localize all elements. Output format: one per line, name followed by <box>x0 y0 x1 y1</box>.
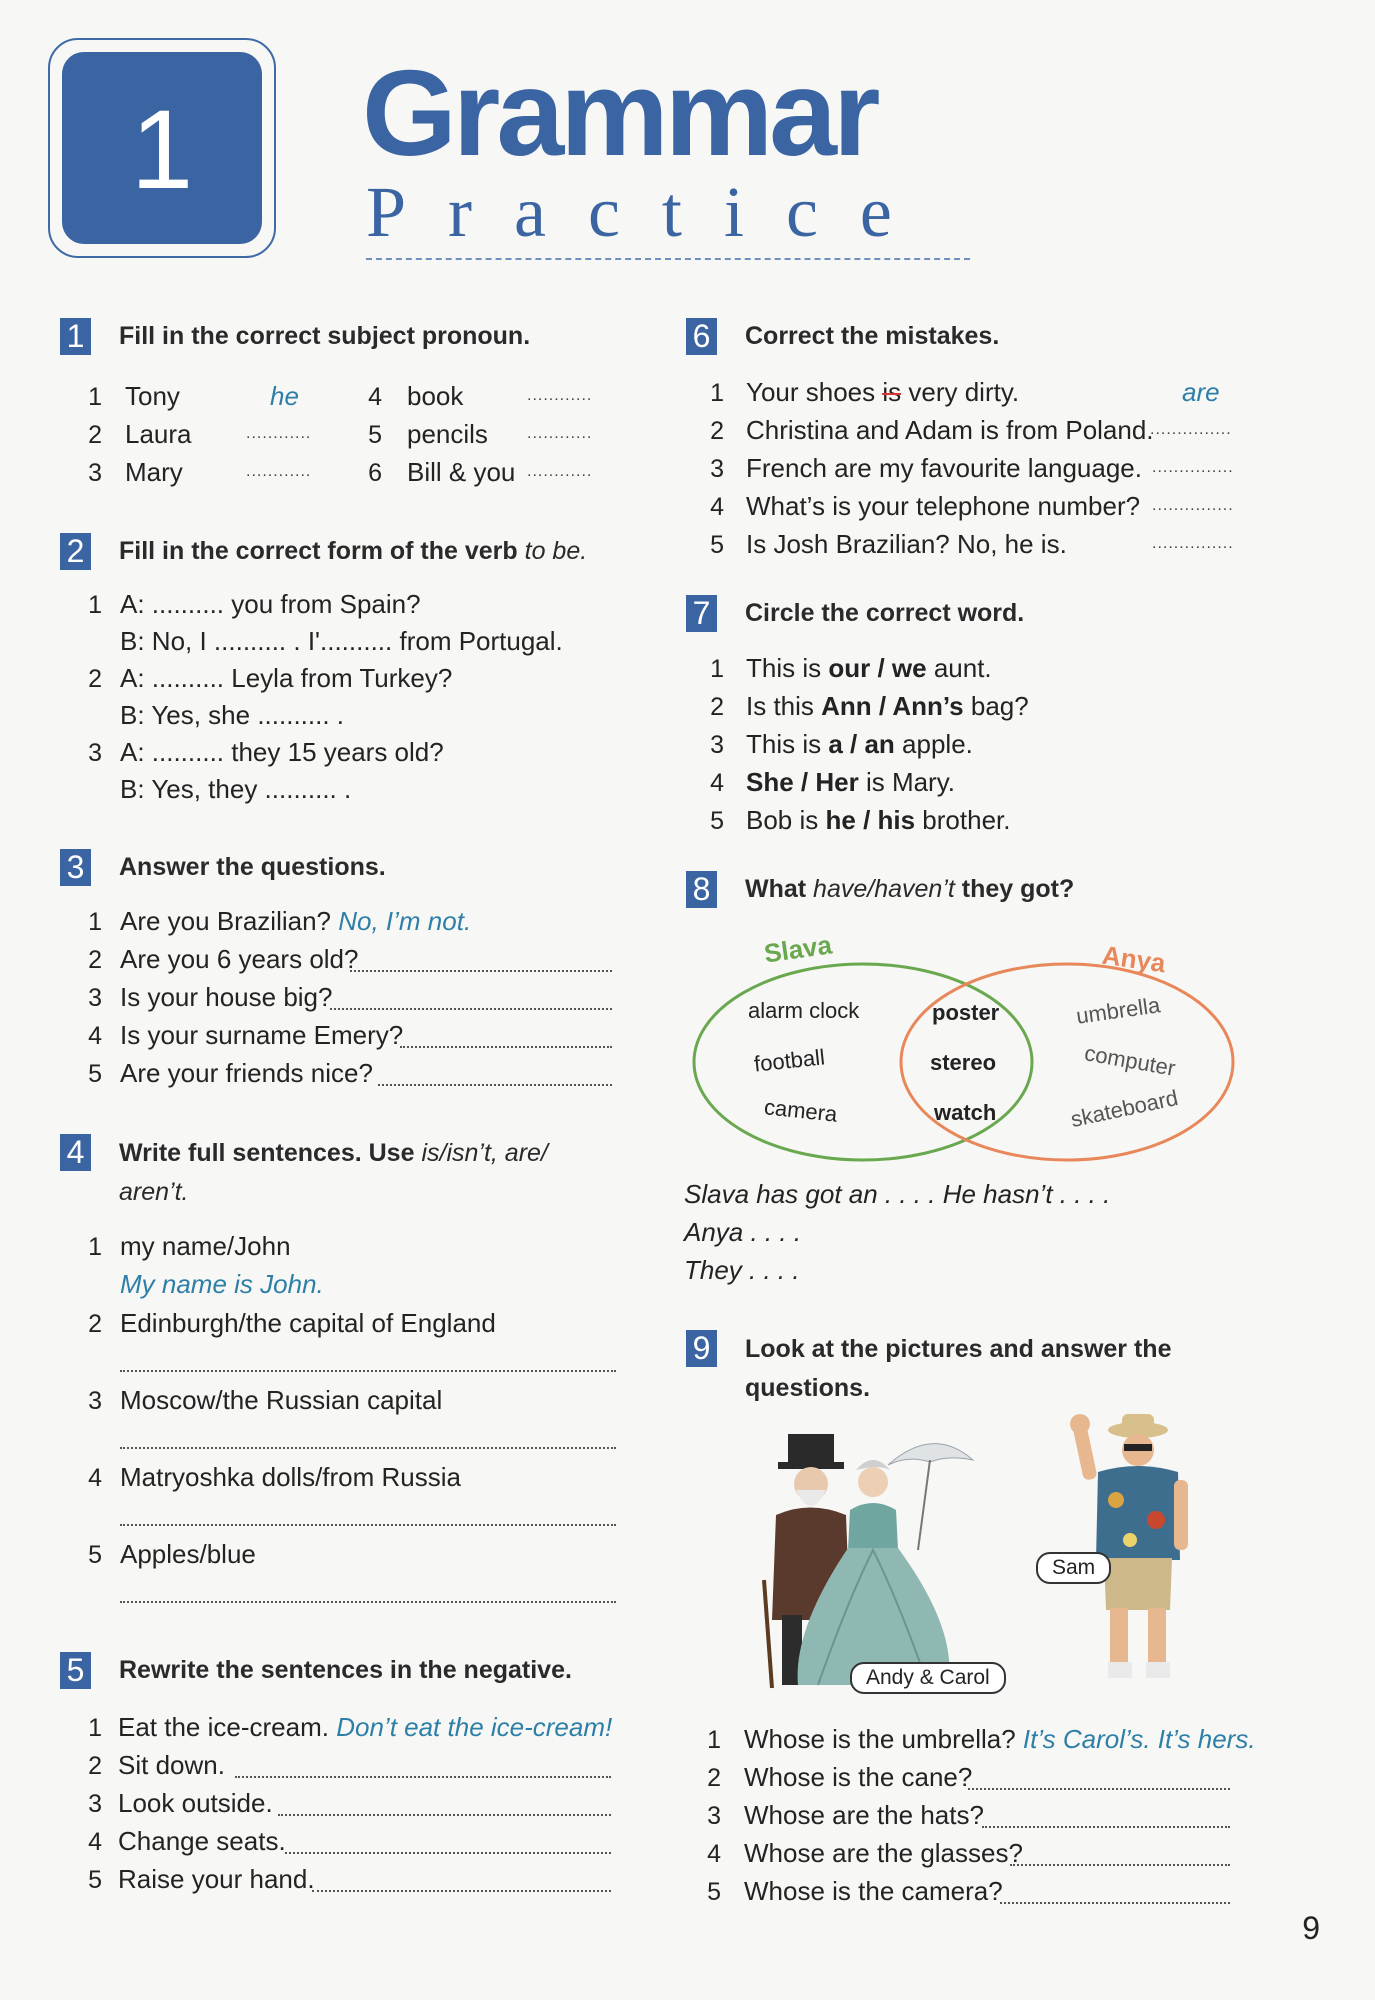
item-word: pencils <box>407 419 488 449</box>
word-choice[interactable]: She / Her <box>746 767 859 797</box>
answer-line[interactable] <box>278 1814 611 1816</box>
exercise-title: What have/haven’t they got? <box>745 875 1075 903</box>
answer-line[interactable] <box>120 1447 616 1449</box>
exercise-title: Answer the questions. <box>119 853 386 881</box>
sentence-text: Raise your hand. <box>118 1864 315 1894</box>
question-text: Whose is the cane? <box>744 1762 973 1792</box>
title-divider <box>366 258 970 260</box>
exercise-6-heading <box>686 318 999 355</box>
item-number: 2 <box>710 693 724 721</box>
question-text: Whose are the hats? <box>744 1800 984 1830</box>
exercise-7-heading <box>686 595 1024 632</box>
item-number: 3 <box>707 1802 721 1830</box>
item-number: 2 <box>88 946 102 974</box>
exercise-number: 1 <box>60 318 91 355</box>
exercise-number: 7 <box>686 595 717 632</box>
answer-line[interactable] <box>968 1788 1230 1790</box>
item-number: 1 <box>88 908 102 936</box>
answer-line[interactable] <box>120 1524 616 1526</box>
sentence-text: Is Josh Brazilian? No, he is. <box>746 529 1067 559</box>
sentence-line: Your shoes is very dirty. <box>746 377 1020 407</box>
venn-item: skateboard <box>1068 1084 1181 1133</box>
question-text: Are you 6 years old? <box>120 944 359 974</box>
word-choice[interactable]: Ann / Ann’s <box>821 691 964 721</box>
question-text: Is your house big? <box>120 982 333 1012</box>
answer-line[interactable] <box>120 1601 616 1603</box>
item-answer-blank[interactable]: ............ <box>527 425 593 442</box>
dialogue-line[interactable]: A: .......... you from Spain? <box>120 589 421 619</box>
exercise-number: 2 <box>60 533 91 570</box>
sam-picture <box>1060 1410 1210 1690</box>
item-number: 5 <box>88 1866 102 1894</box>
page-number: 9 <box>1302 1910 1320 1946</box>
sentence-text: Sit down. <box>118 1750 225 1780</box>
item-answer-blank[interactable]: ............ <box>527 387 593 404</box>
question-line: Whose is the umbrella? It’s Carol’s. It’s hers. <box>744 1724 1256 1754</box>
answer-line[interactable] <box>378 1084 612 1086</box>
item-answer[interactable]: No, I’m not. <box>338 906 472 936</box>
item-number: 1 <box>88 383 102 411</box>
answer-line[interactable] <box>1010 1864 1230 1866</box>
item-number: 4 <box>88 1022 102 1050</box>
item-number: 3 <box>88 1387 102 1415</box>
item-number: 2 <box>88 1752 102 1780</box>
venn-item: poster <box>932 1000 1000 1025</box>
exercise-title: Look at the pictures and answer the questions. <box>745 1335 1172 1402</box>
item-number: 3 <box>710 731 724 759</box>
item-answer-blank[interactable]: ............... <box>1152 459 1234 476</box>
item-answer-blank[interactable]: ............... <box>1152 535 1234 552</box>
unit-badge <box>48 38 276 258</box>
answer-line[interactable] <box>312 1890 611 1892</box>
prompt-text: Apples/blue <box>120 1539 256 1569</box>
item-number: 1 <box>88 1233 102 1261</box>
slava-label: Slava <box>762 929 834 969</box>
unit-number: 1 <box>62 52 262 244</box>
sentence-line: This is our / we aunt. <box>746 653 992 683</box>
item-answer-blank[interactable]: ............ <box>246 463 312 480</box>
item-number: 3 <box>88 984 102 1012</box>
item-number: 2 <box>710 417 724 445</box>
sentence-line: Eat the ice-cream. Don’t eat the ice-cream! <box>118 1712 613 1742</box>
dialogue-line[interactable]: A: .......... Leyla from Turkey? <box>120 663 453 693</box>
word-choice[interactable]: our / we <box>828 653 927 683</box>
answer-line[interactable] <box>400 1046 612 1048</box>
item-number: 4 <box>88 1828 102 1856</box>
exercise-8-heading <box>686 871 1074 908</box>
dialogue-line[interactable]: A: .......... they 15 years old? <box>120 737 444 767</box>
item-number: 3 <box>88 459 102 487</box>
item-number: 1 <box>707 1726 721 1754</box>
exercise-9-heading <box>686 1330 1171 1408</box>
item-number: 6 <box>368 459 382 487</box>
item-answer[interactable]: It’s Carol’s. It’s hers. <box>1022 1724 1256 1754</box>
item-number: 4 <box>707 1840 721 1868</box>
venn-diagram <box>680 930 1260 1170</box>
exercise-3-heading <box>60 849 386 886</box>
prompt-text: Moscow/the Russian capital <box>120 1385 443 1415</box>
item-number: 1 <box>710 379 724 407</box>
example-sentence[interactable]: Slava has got an . . . . He hasn’t . . . . <box>684 1179 1111 1209</box>
item-word: Tony <box>125 381 180 411</box>
item-answer-blank[interactable]: ............... <box>1152 497 1234 514</box>
sentence-line: Bob is he / his brother. <box>746 805 1011 835</box>
item-word: Bill & you <box>407 457 516 487</box>
exercise-title: Correct the mistakes. <box>745 322 1000 350</box>
anya-label: Anya <box>1100 939 1168 979</box>
item-word: Mary <box>125 457 183 487</box>
item-number: 2 <box>88 665 102 693</box>
item-number: 4 <box>368 383 382 411</box>
sentence-text: What’s is your telephone number? <box>746 491 1141 521</box>
struck-word: is <box>882 377 902 407</box>
answer-line[interactable] <box>330 1008 612 1010</box>
exercise-number: 6 <box>686 318 717 355</box>
answer-line[interactable] <box>1000 1902 1230 1904</box>
exercise-title: Fill in the correct form of the verb to be. <box>119 537 588 565</box>
sentence-line: Is this Ann / Ann’s bag? <box>746 691 1029 721</box>
item-answer[interactable]: are <box>1182 377 1220 407</box>
item-number: 3 <box>88 739 102 767</box>
item-number: 4 <box>88 1464 102 1492</box>
dialogue-line[interactable]: B: No, I .......... . I'.......... from Portugal. <box>120 626 563 656</box>
exercise-number: 9 <box>686 1330 717 1367</box>
exercise-number: 8 <box>686 871 717 908</box>
exercise-number: 3 <box>60 849 91 886</box>
venn-item: football <box>752 1044 827 1077</box>
item-number: 1 <box>88 1714 102 1742</box>
example-sentence[interactable]: Anya . . . . <box>684 1217 802 1247</box>
venn-item: watch <box>934 1100 997 1125</box>
question-text: Whose is the camera? <box>744 1876 1003 1906</box>
dialogue-line[interactable]: B: Yes, she .......... . <box>120 700 345 730</box>
sentence-text: French are my favourite language. <box>746 453 1142 483</box>
exercise-5-heading <box>60 1652 572 1689</box>
item-number: 1 <box>88 591 102 619</box>
item-answer[interactable]: My name is John. <box>120 1269 324 1299</box>
item-number: 5 <box>710 531 724 559</box>
item-answer-blank[interactable]: ............... <box>1150 421 1232 438</box>
exercise-title: Rewrite the sentences in the negative. <box>119 1656 572 1684</box>
answer-line[interactable] <box>350 970 612 972</box>
example-sentence[interactable]: They . . . . <box>684 1255 800 1285</box>
answer-line[interactable] <box>235 1776 611 1778</box>
item-number: 4 <box>710 493 724 521</box>
prompt-text: my name/John <box>120 1231 291 1261</box>
item-number: 2 <box>88 421 102 449</box>
andy-and-carol-tag: Andy & Carol <box>850 1662 1006 1694</box>
item-number: 4 <box>710 769 724 797</box>
dialogue-line[interactable]: B: Yes, they .......... . <box>120 774 352 804</box>
exercise-title: Circle the correct word. <box>745 599 1025 627</box>
item-word: book <box>407 381 464 411</box>
exercise-1-heading <box>60 318 530 355</box>
item-number: 3 <box>710 455 724 483</box>
exercise-2-heading <box>60 533 587 570</box>
word-choice[interactable]: a / an <box>828 729 895 759</box>
venn-item: computer <box>1082 1040 1178 1081</box>
andy-and-carol-picture <box>758 1430 1028 1695</box>
item-word: Laura <box>125 419 192 449</box>
item-number: 5 <box>88 1541 102 1569</box>
sentence-text: Look outside. <box>118 1788 273 1818</box>
word-choice[interactable]: he / his <box>825 805 916 835</box>
question-text: Are your friends nice? <box>120 1058 373 1088</box>
item-answer[interactable]: he <box>270 381 299 411</box>
item-answer-blank[interactable]: ............ <box>527 463 593 480</box>
item-number: 1 <box>710 655 724 683</box>
exercise-title: Fill in the correct subject pronoun. <box>119 322 531 350</box>
item-number: 5 <box>710 807 724 835</box>
answer-line[interactable] <box>120 1370 616 1372</box>
venn-item: umbrella <box>1074 992 1162 1029</box>
item-number: 5 <box>707 1878 721 1906</box>
item-answer[interactable]: Don’t eat the ice-cream! <box>336 1712 613 1742</box>
answer-line[interactable] <box>982 1826 1230 1828</box>
item-number: 5 <box>368 421 382 449</box>
prompt-text: Edinburgh/the capital of England <box>120 1308 496 1338</box>
item-number: 5 <box>88 1060 102 1088</box>
sentence-line: This is a / an apple. <box>746 729 973 759</box>
question-text: Whose are the glasses? <box>744 1838 1023 1868</box>
venn-item: stereo <box>930 1050 997 1075</box>
item-number: 3 <box>88 1790 102 1818</box>
item-number: 2 <box>707 1764 721 1792</box>
exercise-number: 5 <box>60 1652 91 1689</box>
prompt-text: Matryoshka dolls/from Russia <box>120 1462 461 1492</box>
exercise-number: 4 <box>60 1134 91 1171</box>
question-line: Are you Brazilian? No, I’m not. <box>120 906 472 936</box>
venn-item: camera <box>762 1094 839 1127</box>
item-number: 2 <box>88 1310 102 1338</box>
sentence-text: Change seats. <box>118 1826 286 1856</box>
sentence-text: Christina and Adam is from Poland. <box>746 415 1154 445</box>
sentence-line: She / Her is Mary. <box>746 767 956 797</box>
sam-tag: Sam <box>1036 1552 1111 1584</box>
exercise-4-heading <box>60 1134 548 1212</box>
item-answer-blank[interactable]: ............ <box>246 425 312 442</box>
question-text: Is your surname Emery? <box>120 1020 404 1050</box>
page-title: Grammar <box>362 45 877 181</box>
venn-item: alarm clock <box>748 998 860 1023</box>
answer-line[interactable] <box>285 1852 611 1854</box>
exercise-title: Write full sentences. Use is/isn’t, are/ aren’t. <box>119 1139 548 1206</box>
page-subtitle: Practice <box>366 172 934 252</box>
